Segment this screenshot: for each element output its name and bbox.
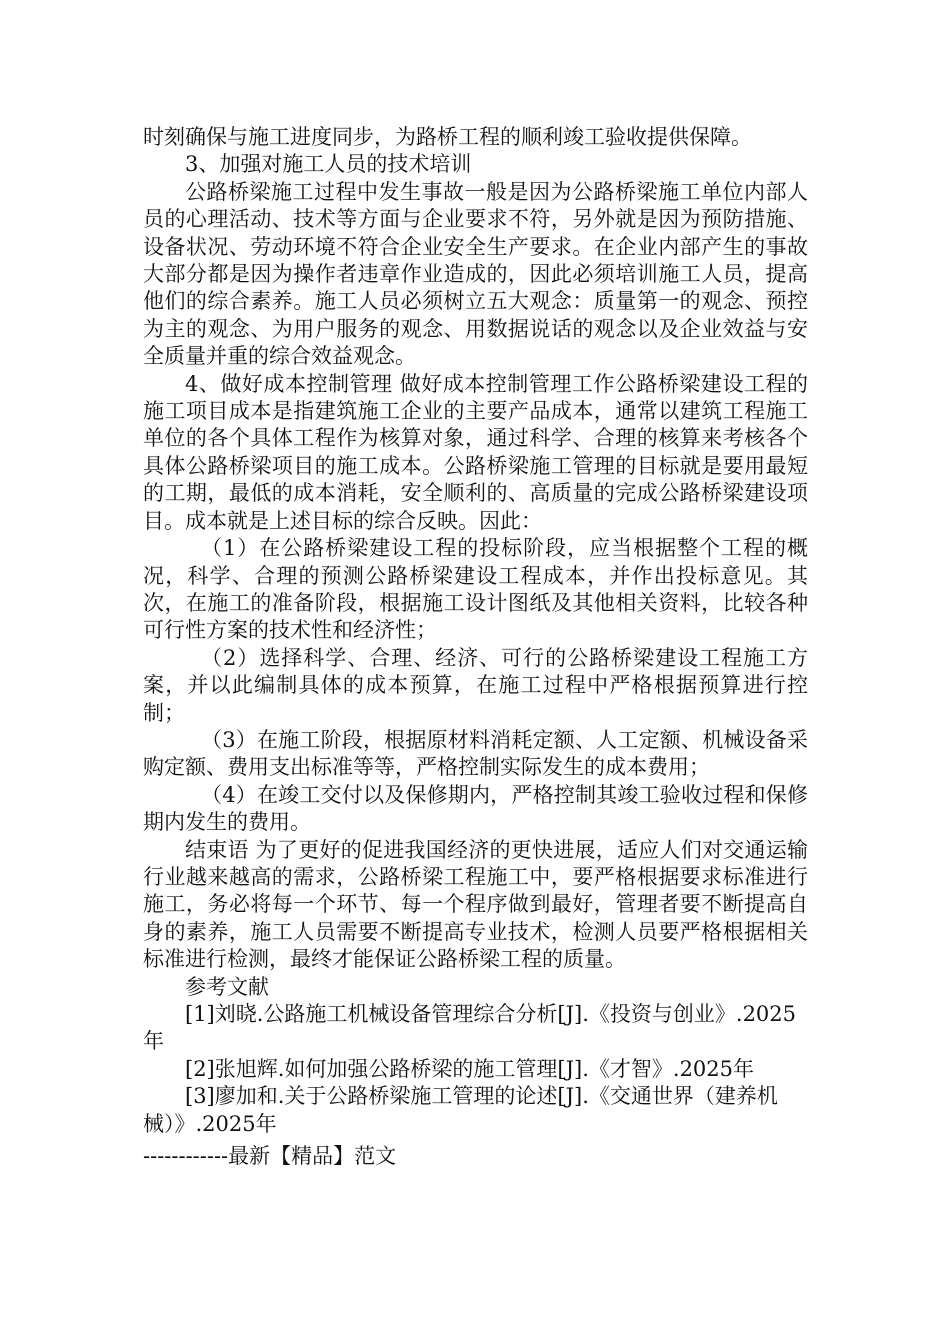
document-body xyxy=(143,124,808,1138)
paragraph-cost-control: 4、做好成本控制管理 做好成本控制管理工作公路桥梁建设工程的施工项目成本是指建筑施工企业的主要产品成本，通常以建筑工程施工单位的各个具体工程作为核算对象，通过科学、合理的核算来考核各个具体公路桥梁项目的施工成本。公路桥梁施工管理的目标就是要用最短的工期，最低的成本消耗，安全顺利的、高质量的完成公路桥梁建设项目。成本就是上述目标的综合反映。因此： xyxy=(143,371,808,533)
paragraph-training: 公路桥梁施工过程中发生事故一般是因为公路桥梁施工单位内部人员的心理活动、技术等方面与企业要求不符，另外就是因为预防措施、设备状况、劳动环境不符合企业安全生产要求。在企业内部产生的事故大部分都是因为操作者违章作业造成的，因此必须培训施工人员，提高他们的综合素养。施工人员必须树立五大观念：质量第一的观念、预控为主的观念、为用户服务的观念、用数据说话的观念以及企业效益与安全质量并重的综合效益观念。 xyxy=(143,179,808,369)
paragraph-item-4: （4）在竣工交付以及保修期内，严格控制其竣工验收过程和保修期内发生的费用。 xyxy=(143,782,808,835)
paragraph-continuation: 时刻确保与施工进度同步，为路桥工程的顺利竣工验收提供保障。 xyxy=(143,125,752,149)
section-heading-training: 3、加强对施工人员的技术培训 xyxy=(185,152,472,177)
reference-item: [2]张旭辉.如何加强公路桥梁的施工管理[J].《才智》.2025年 xyxy=(185,1056,755,1081)
footer-label: ------------最新【精品】范文 xyxy=(143,1144,397,1168)
paragraph-item-1: （1）在公路桥梁建设工程的投标阶段，应当根据整个工程的概况，科学、合理的预测公路桥梁建设工程成本，并作出投标意见。其次，在施工的准备阶段，根据施工设计图纸及其他相关资料，比较各种可行性方案的技术性和经济性； xyxy=(143,536,808,643)
references-heading: 参考文献 xyxy=(185,974,269,999)
reference-item: [3]廖加和.关于公路桥梁施工管理的论述[J].《交通世界（建养机械）》.2025年 xyxy=(143,1084,778,1136)
paragraph-item-2: （2）选择科学、合理、经济、可行的公路桥梁建设工程施工方案，并以此编制具体的成本预算，在施工过程中严格根据预算进行控制； xyxy=(143,645,808,725)
reference-item: [1]刘晓.公路施工机械设备管理综合分析[J].《投资与创业》.2025年 xyxy=(143,1002,797,1054)
paragraph-conclusion: 结束语 为了更好的促进我国经济的更快进展，适应人们对交通运输行业越来越高的需求，公路桥梁工程施工中，要严格根据要求标准进行施工，务必将每一个环节、每一个程序做到最好，管理者要不断提高自身的素养，施工人员需要不断提高专业技术，检测人员要严格根据相关标准进行检测，最终才能保证公路桥梁工程的质量。 xyxy=(143,837,808,972)
paragraph-item-3: （3）在施工阶段，根据原材料消耗定额、人工定额、机械设备采购定额、费用支出标准等等，严格控制实际发生的成本费用； xyxy=(143,727,808,780)
